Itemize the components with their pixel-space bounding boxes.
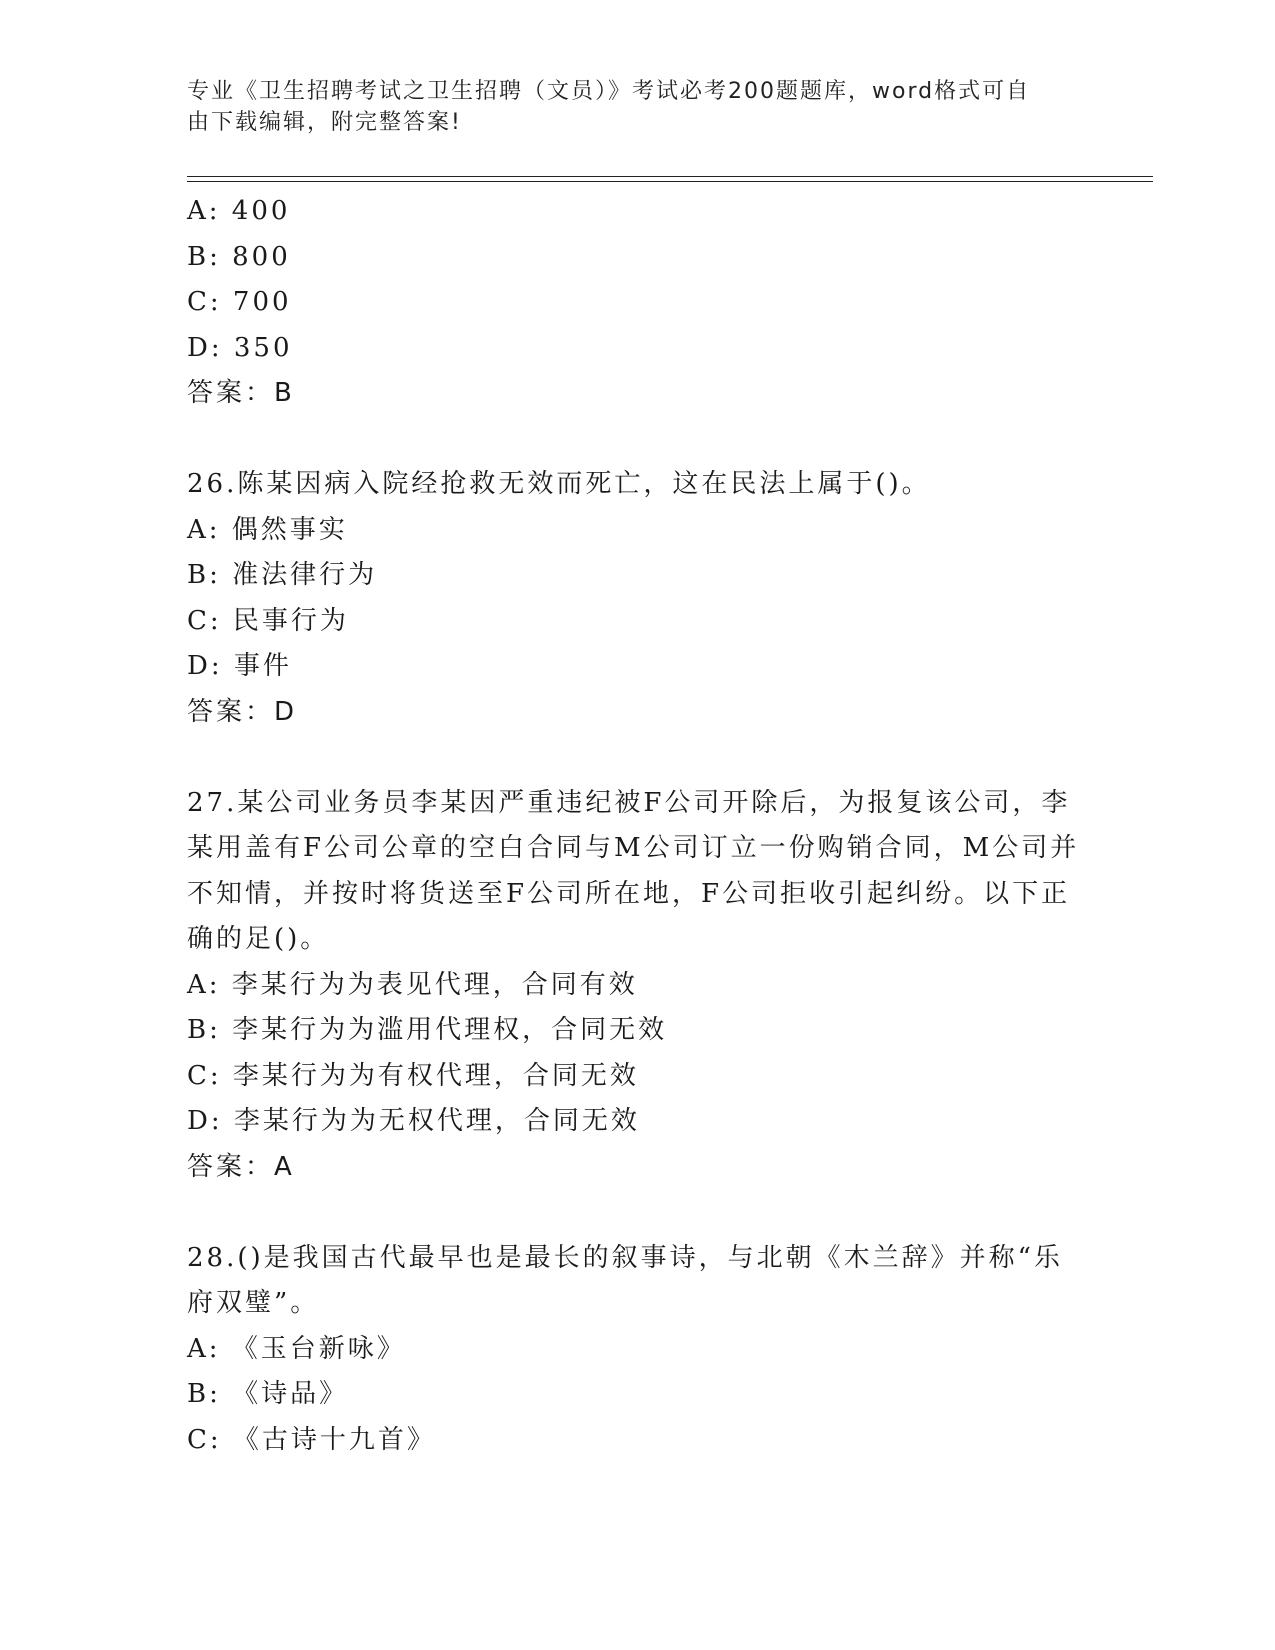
question-stem-line-1: 27.某公司业务员李某因严重违纪被F公司开除后，为报复该公司，李 xyxy=(187,787,1071,818)
question-28 xyxy=(187,1236,1087,1464)
question-25 xyxy=(187,189,1087,417)
answer: 答案：B xyxy=(187,378,295,408)
header-line-1: 专业《卫生招聘考试之卫生招聘（文员）》考试必考200题题库，word格式可自 xyxy=(187,79,1031,104)
option-a: A: 400 xyxy=(187,196,291,226)
question-stem-line-4: 确的足()。 xyxy=(187,924,330,954)
option-b: B: 准法律行为 xyxy=(187,560,378,590)
document-body xyxy=(187,189,1087,1463)
question-stem-line-2: 某用盖有F公司公章的空白合同与M公司订立一份购销合同，M公司并 xyxy=(187,833,1080,863)
question-26 xyxy=(187,462,1087,735)
option-c: C: 民事行为 xyxy=(187,605,349,636)
header-rule-bottom xyxy=(187,181,1153,182)
option-b: B: 李某行为为滥用代理权，合同无效 xyxy=(187,1015,668,1045)
question-stem-line-1: 28.()是我国古代最早也是最长的叙事诗，与北朝《木兰辞》并称“乐 xyxy=(187,1242,1063,1273)
question-stem: 26.陈某因病入院经抢救无效而死亡，这在民法上属于()。 xyxy=(187,469,931,499)
option-b: B: 《诗品》 xyxy=(187,1379,349,1409)
answer: 答案：D xyxy=(187,696,298,727)
header-line-2: 由下载编辑，附完整答案! xyxy=(187,110,462,135)
option-c: C: 《古诗十九首》 xyxy=(187,1424,436,1455)
document-header xyxy=(187,76,1067,138)
option-a: A: 偶然事实 xyxy=(187,514,348,545)
option-a: A: 李某行为为表见代理，合同有效 xyxy=(187,969,638,1000)
header-rule-top xyxy=(187,176,1153,177)
option-d: D: 350 xyxy=(187,332,293,363)
answer: 答案：A xyxy=(187,1151,295,1182)
question-stem-line-2: 府双璧”。 xyxy=(187,1288,320,1318)
option-a: A: 《玉台新咏》 xyxy=(187,1333,406,1364)
option-d: D: 事件 xyxy=(187,651,292,681)
question-27 xyxy=(187,781,1087,1191)
option-d: D: 李某行为为无权代理，合同无效 xyxy=(187,1106,640,1136)
option-c: C: 李某行为为有权代理，合同无效 xyxy=(187,1060,639,1091)
option-c: C: 700 xyxy=(187,287,292,317)
option-b: B: 800 xyxy=(187,241,291,272)
question-stem-line-3: 不知情，并按时将货送至F公司所在地，F公司拒收引起纠纷。以下正 xyxy=(187,878,1071,909)
